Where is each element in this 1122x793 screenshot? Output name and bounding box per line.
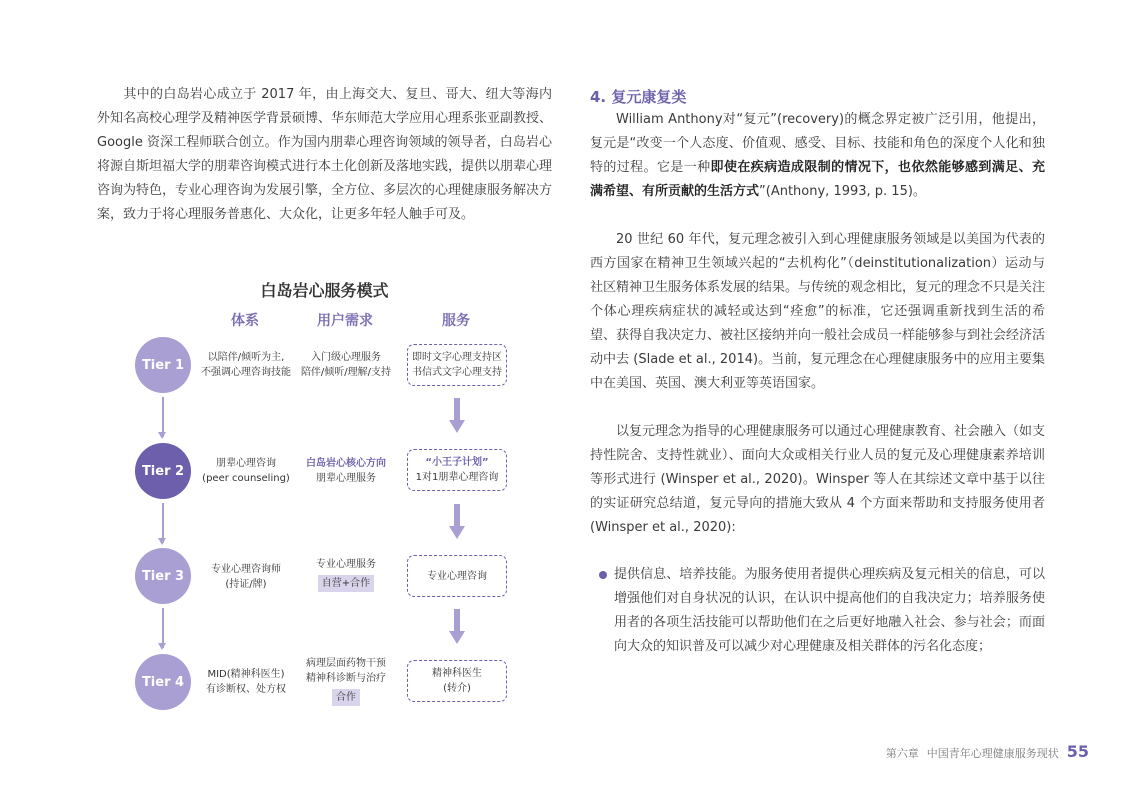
tier-4-service-box: 精神科医生 (转介) xyxy=(407,660,507,702)
tier-3-service-box: 专业心理咨询 xyxy=(407,555,507,597)
tier-3-circle: Tier 3 xyxy=(135,548,191,604)
tier-4-circle: Tier 4 xyxy=(135,654,191,710)
column-header-service: 服务 xyxy=(442,313,470,329)
tier-connector-arrow xyxy=(162,503,164,543)
section-heading: 4. 复元康复类 xyxy=(590,88,687,106)
column-header-system: 体系 xyxy=(231,313,259,329)
service-down-arrow xyxy=(449,609,465,647)
tier-4-needs: 病理层面药物干预 精神科诊断与治疗 合作 xyxy=(298,656,394,706)
page-number: 55 xyxy=(1066,742,1089,761)
tier-2-service-box: “小王子计划” 1对1朋辈心理咨询 xyxy=(407,449,507,491)
tier-4-system: MID(精神科医生) 有诊断权、处方权 xyxy=(206,669,286,695)
tier-1-circle: Tier 1 xyxy=(135,337,191,393)
paragraph-history: 20 世纪 60 年代，复元理念被引入到心理健康服务领域是以美国为代表的西方国家在精神卫生领域兴起的“去机构化”（deinstitutionalization）运动与社区精神卫生服务体系发展的结果。与传统的观念相比，复元的理念不只是关注个体心理疾病症状的减轻或达到“痊愈”的标准，它还强调重新找到生活的希望、获得自我决定力、被社区接纳并向一般社会成员一样能够参与到社会经济活动中去 (Slade et al., 2014)。当前，复元理念在心理健康服务中的应用主要集中在美国、英国、澳大利亚等英语国家。 xyxy=(590,232,1046,391)
diagram-title: 白岛岩心服务模式 xyxy=(260,281,389,300)
service-down-arrow xyxy=(449,504,465,542)
tier-3-needs-highlight: 自营+合作 xyxy=(318,575,374,592)
page-footer: 第六章 中国青年心理健康服务现状 55 xyxy=(885,742,1089,761)
paragraph-services: 以复元理念为指导的心理健康服务可以通过心理健康教育、社会融入（如支持性院舍、支持性就业）、面向大众或相关行业人员的复元及心理健康素养培训等形式进行 (Winsper et al., 2020)。Winsper 等人在其综述文章中基于以往的实证研究总结道，复元导向的措施大致从 4 个方面来帮助和支持服务使用者 (Winsper et al., 2020): xyxy=(590,424,1046,535)
tier-2-needs: 白岛岩心核心方向 朋辈心理服务 xyxy=(306,458,386,484)
tier-connector-arrow xyxy=(162,608,164,648)
tier-3-needs: 专业心理服务 自营+合作 xyxy=(298,557,394,592)
column-header-needs: 用户需求 xyxy=(317,313,373,329)
tier-connector-arrow xyxy=(162,397,164,437)
tier-1-needs: 入门级心理服务 陪伴/倾听/理解/支持 xyxy=(300,352,392,378)
left-paragraph: 其中的白岛岩心成立于 2017 年，由上海交大、复旦、哥大、纽大等海内外知名高校心理学及精神医学背景硕博、华东师范大学应用心理系张亚副教授、Google 资深工程师联合创立。作为国内朋辈心理咨询领域的领导者，白岛岩心将源自斯坦福大学的朋辈咨询模式进行本土化创新及落地实践，提供以朋辈心理咨询为特色，专业心理咨询为发展引擎，全方位、多层次的心理健康服务解决方案，致力于将心理服务普惠化、大众化，让更多年轻人触手可及。 xyxy=(97,87,553,222)
service-down-arrow xyxy=(449,398,465,436)
tier-4-needs-highlight: 合作 xyxy=(332,689,360,706)
tier-2-system: 朋辈心理咨询 (peer counseling) xyxy=(202,458,290,484)
tier-1-system: 以陪伴/倾听为主, 不强调心理咨询技能 xyxy=(201,352,291,378)
tier-1-service-box: 即时文字心理支持区 书信式文字心理支持 xyxy=(407,344,507,386)
tier-3-system: 专业心理咨询师 (持证/牌) xyxy=(211,564,281,590)
bullet-item: 提供信息、培养技能。为服务使用者提供心理疾病及复元相关的信息，可以增强他们对自身状况的认识，在认识中提高他们的自我决定力；培养服务使用者的各项生活技能可以帮助他们在之后更好地融入社会、参与社会；而面向大众的知识普及可以减少对心理健康及相关群体的污名化态度； xyxy=(597,563,1045,659)
tier-2-circle: Tier 2 xyxy=(135,443,191,499)
bullet-dot-icon xyxy=(599,571,607,579)
paragraph-anthony: William Anthony对“复元”(recovery)的概念界定被广泛引用，他提出，复元是“改变一个人态度、价值观、感受、目标、技能和角色的深度个人化和独特的过程。它是一种即使在疾病造成限制的情况下，也依然能够感到满足、充满希望、有所贡献的生活方式”(Anthony, 1993, p. 15)。 xyxy=(590,112,1045,199)
